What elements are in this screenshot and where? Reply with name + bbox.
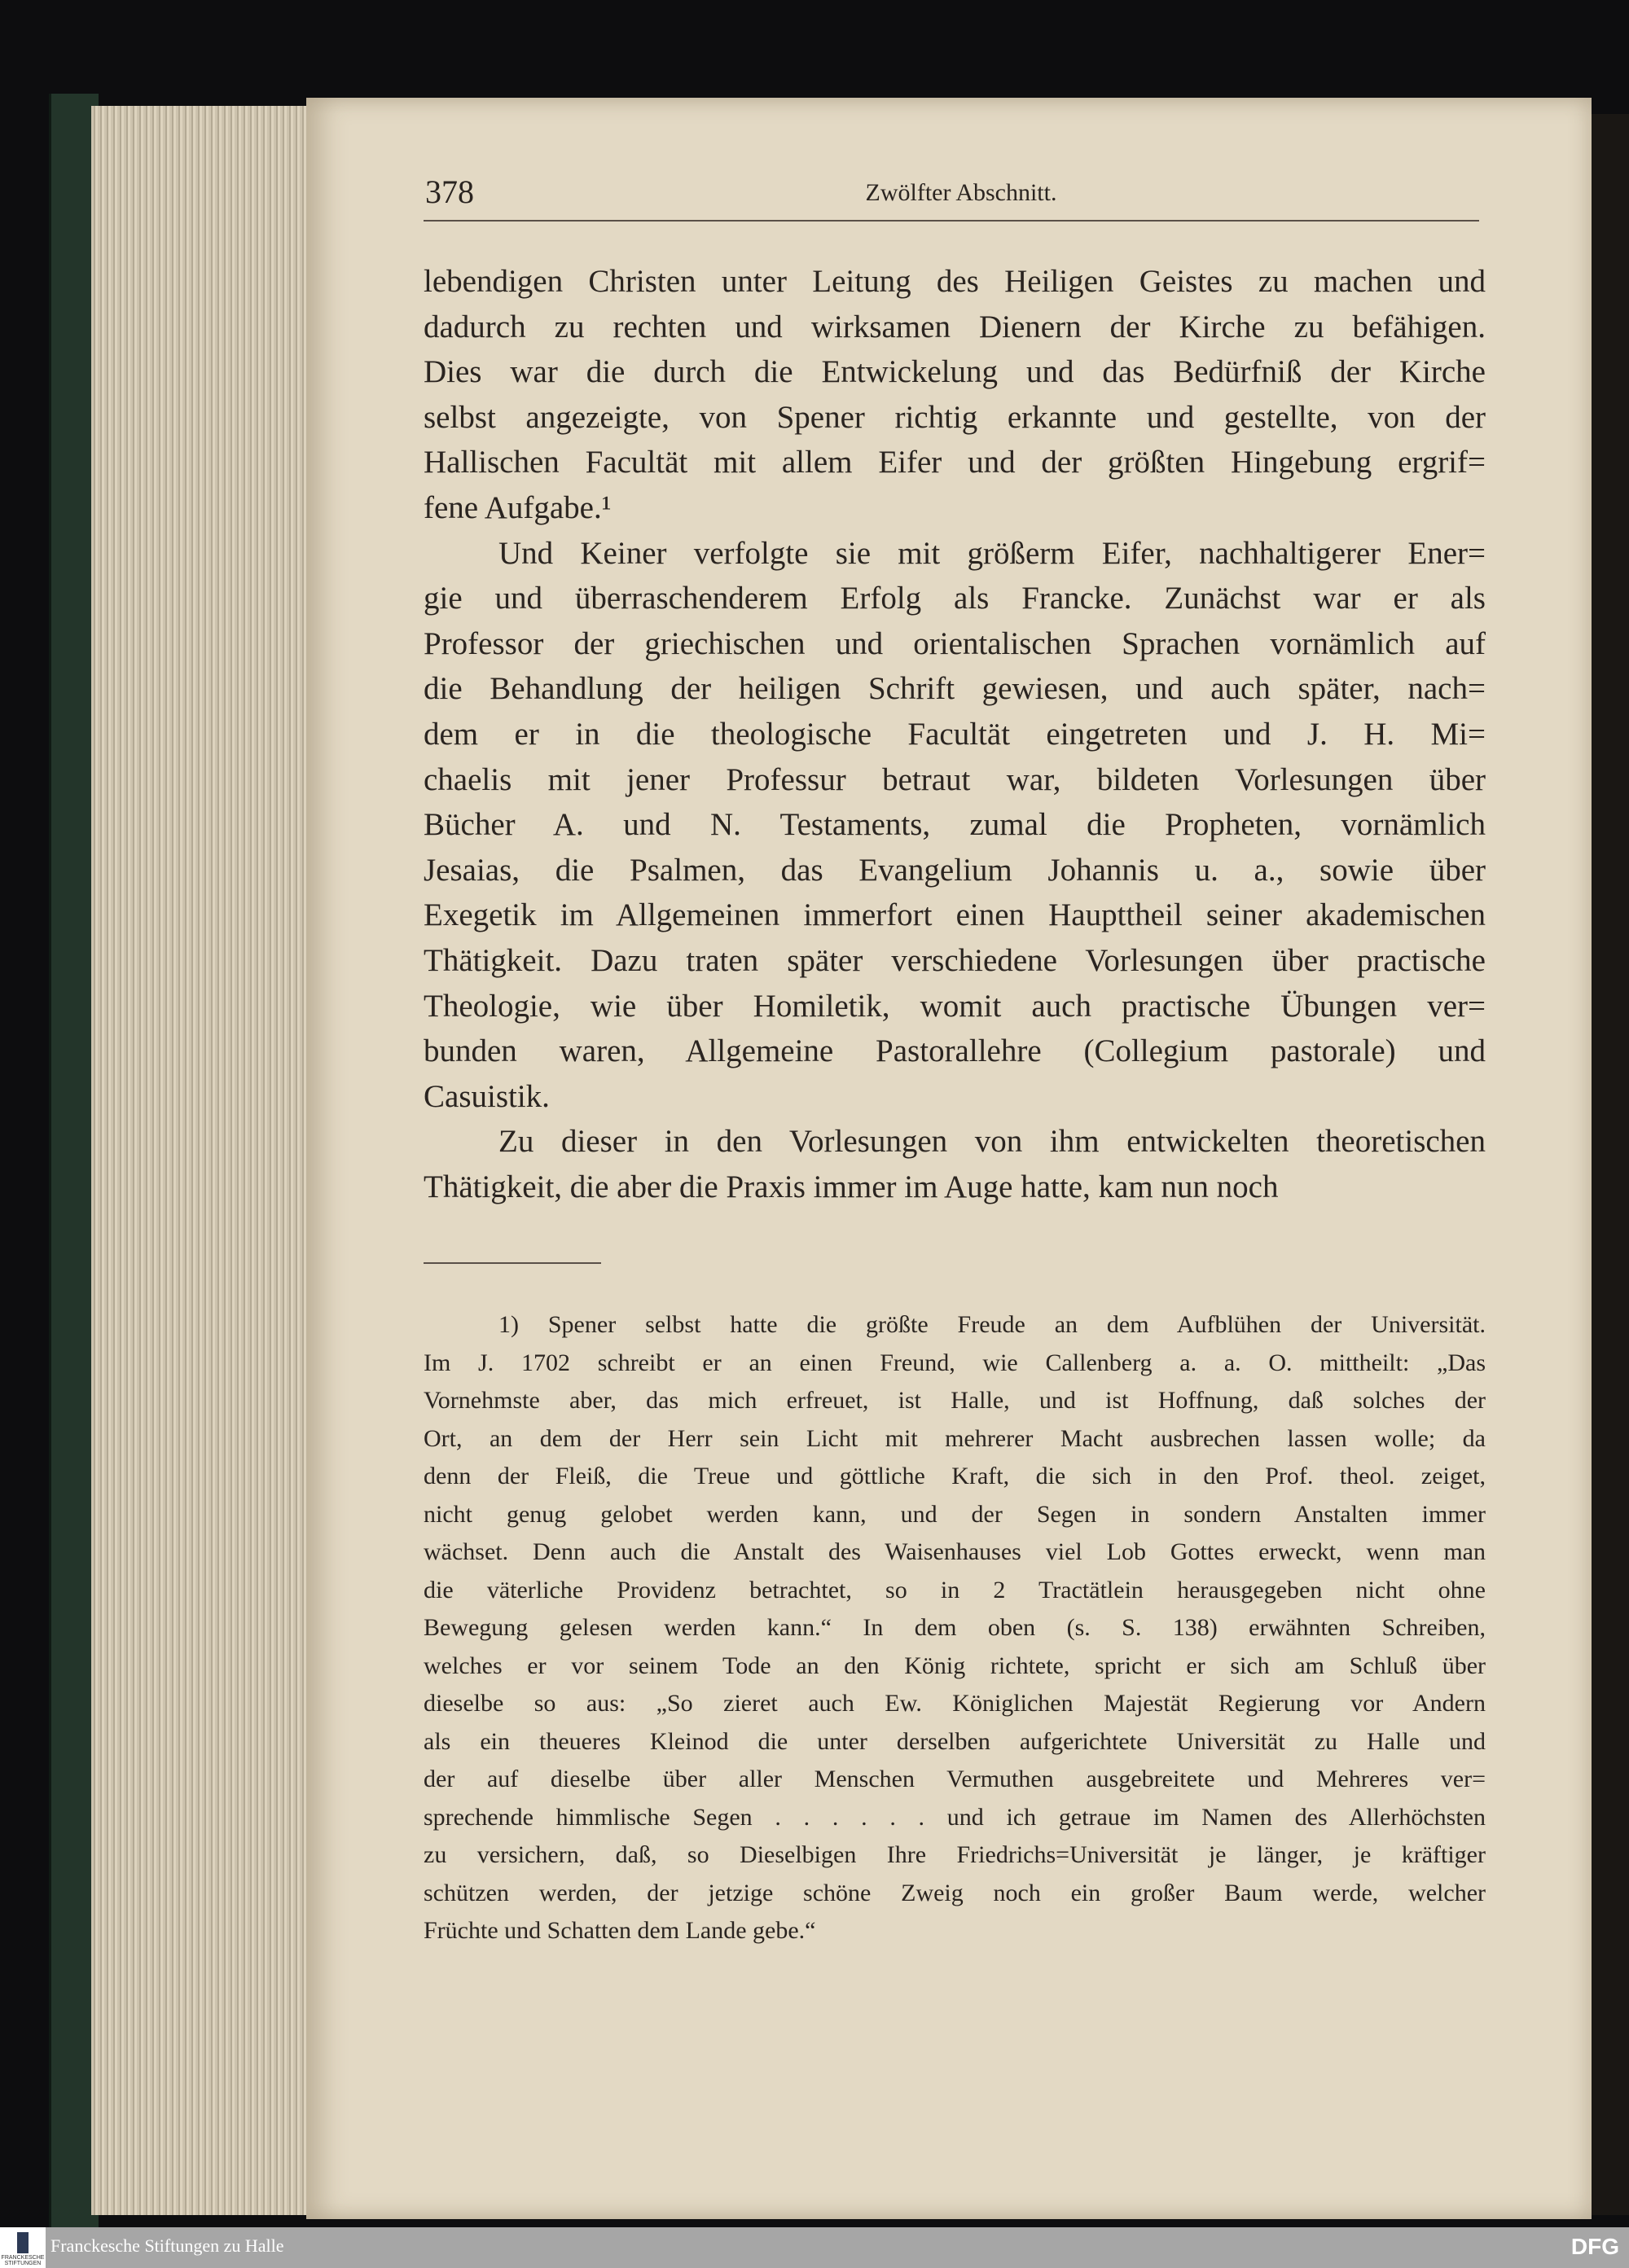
footnote-line: zu versichern, daß, so Dieselbigen Ihre Friedrichs=Universität je länger, je kräftiger xyxy=(424,1841,1486,1868)
body-line: Thätigkeit, die aber die Praxis immer im Auge hatte, kam nun noch xyxy=(424,1169,1279,1204)
body-line: Hallischen Facultät mit allem Eifer und der größten Hingebung ergrif= xyxy=(424,445,1486,480)
footnote-line: sprechende himmlische Segen . . . . . . und ich getraue im Namen des Allerhöchsten xyxy=(424,1803,1486,1831)
footnote-rule xyxy=(424,1262,601,1264)
institution-name: Franckesche Stiftungen zu Halle xyxy=(50,2235,284,2256)
page-stack xyxy=(91,106,308,2215)
footnote-line: Ort, an dem der Herr sein Licht mit mehrerer Macht ausbrechen lassen wolle; da xyxy=(424,1424,1486,1452)
body-line: bunden waren, Allgemeine Pastorallehre (Collegium pastorale) und xyxy=(424,1033,1486,1069)
body-line: dadurch zu rechten und wirksamen Dienern der Kirche zu befähigen. xyxy=(424,309,1486,344)
footnote-line: Bewegung gelesen werden kann.“ In dem oben (s. S. 138) erwähnten Schreiben, xyxy=(424,1614,1486,1641)
body-line: Professor der griechischen und orientalischen Sprachen vornämlich auf xyxy=(424,625,1486,661)
body-line: Und Keiner verfolgte sie mit größerm Eifer, nachhaltigerer Ener= xyxy=(498,535,1486,571)
footnote-line: Vornehmste aber, das mich erfreuet, ist Halle, und ist Hoffnung, daß solches der xyxy=(424,1387,1486,1414)
body-line: selbst angezeigte, von Spener richtig erkannte und gestellte, von der xyxy=(424,399,1486,435)
footer-bar xyxy=(0,2227,1629,2268)
right-edge xyxy=(1592,114,1629,2215)
body-line: Zu dieser in den Vorlesungen von ihm entwickelten theoretischen xyxy=(498,1124,1486,1160)
body-line: lebendigen Christen unter Leitung des Heiligen Geistes zu machen und xyxy=(424,264,1486,299)
footnote-line: wächset. Denn auch die Anstalt des Waisenhauses viel Lob Gottes erweckt, wenn man xyxy=(424,1538,1486,1565)
body-line: gie und überraschenderem Erfolg als Francke. Zunächst war er als xyxy=(424,581,1486,616)
body-line: Exegetik im Allgemeinen immerfort einen Haupttheil seiner akademischen xyxy=(424,897,1486,933)
body-line: dem er in die theologische Facultät eingetreten und J. H. Mi= xyxy=(424,716,1486,752)
footnote-line: Früchte und Schatten dem Lande gebe.“ xyxy=(424,1917,816,1944)
body-line: Jesaias, die Psalmen, das Evangelium Johannis u. a., sowie über xyxy=(424,852,1486,888)
footnote-line: der auf dieselbe über aller Menschen Vermuthen ausgebreitete und Mehreres ver= xyxy=(424,1766,1486,1792)
body-line: chaelis mit jener Professur betraut war, bildeten Vorlesungen über xyxy=(424,761,1486,797)
footnote-line: 1) Spener selbst hatte die größte Freude an dem Aufblühen der Universität. xyxy=(498,1311,1486,1338)
footnote-line: Im J. 1702 schreibt er an einen Freund, wie Callenberg a. a. O. mittheilt: „Das xyxy=(424,1349,1486,1376)
footnote-line: welches er vor seinem Tode an den König richtete, spricht er sich am Schluß über xyxy=(424,1652,1486,1679)
footnote-line: dieselbe so aus: „So zieret auch Ew. Königlichen Majestät Regierung vor Andern xyxy=(424,1690,1486,1717)
running-title: Zwölfter Abschnitt. xyxy=(865,179,1057,206)
body-line: Thätigkeit. Dazu traten später verschiedene Vorlesungen über practische xyxy=(424,942,1486,978)
body-line: Dies war die durch die Entwickelung und das Bedürfniß der Kirche xyxy=(424,354,1486,390)
footnote-line: nicht genug gelobet werden kann, und der Segen in sondern Anstalten immer xyxy=(424,1500,1486,1528)
body-line: Theologie, wie über Homiletik, womit auch practische Übungen ver= xyxy=(424,988,1486,1024)
footnote-line: die väterliche Providenz betrachtet, so in 2 Tractätlein herausgegeben nicht ohne xyxy=(424,1576,1486,1603)
header-rule xyxy=(424,220,1479,222)
page-number: 378 xyxy=(425,173,474,210)
body-line: Bücher A. und N. Testaments, zumal die Propheten, vornämlich xyxy=(424,807,1486,843)
footnote-line: denn der Fleiß, die Treue und göttliche Kraft, die sich in den Prof. theol. zeiget, xyxy=(424,1463,1486,1489)
body-text xyxy=(424,259,1486,1209)
dfg-logo: DFG xyxy=(1570,2234,1619,2259)
institution-logo: FRANCKESCHE STIFTUNGEN xyxy=(0,2227,46,2268)
footnote-line: schützen werden, der jetzige schöne Zweig noch ein großer Baum werde, welcher xyxy=(424,1879,1486,1906)
footnote-line: als ein theueres Kleinod die unter derselben aufgerichtete Universität zu Halle und xyxy=(424,1727,1486,1755)
body-line: fene Aufgabe.¹ xyxy=(424,489,612,525)
body-line: Casuistik. xyxy=(424,1078,550,1114)
footnote-text xyxy=(424,1306,1486,1950)
body-line: die Behandlung der heiligen Schrift gewiesen, und auch später, nach= xyxy=(424,671,1486,707)
